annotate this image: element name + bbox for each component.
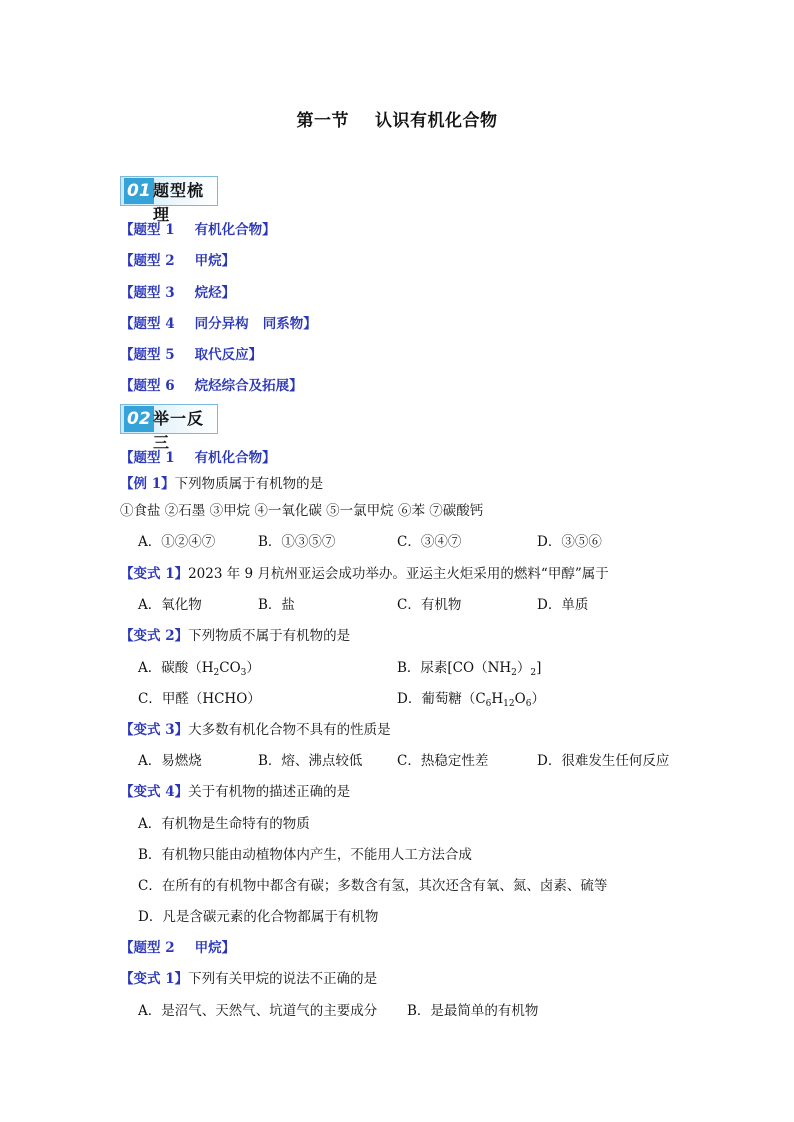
variant-2-option-c: C．甲醛（HCHO）	[138, 691, 261, 707]
section-badge-label: 举一反三	[153, 409, 205, 452]
variant-3-question: 【变式 3】大多数有机化合物不具有的性质是	[120, 722, 391, 738]
example-1-items: ①食盐 ②石墨 ③甲烷 ④一氧化碳 ⑤一氯甲烷 ⑥苯 ⑦碳酸钙	[120, 503, 484, 519]
option-c: C．有机物	[397, 597, 462, 613]
page-title	[0, 106, 794, 131]
type-2-variant-1-option-a: A．是沼气、天然气、坑道气的主要成分	[138, 1003, 378, 1019]
option-d: D．单质	[537, 597, 589, 613]
type-list-item-3: 【题型 3 烷烃】	[120, 285, 236, 301]
example-1-question: 【例 1】下列物质属于有机物的是	[120, 476, 324, 492]
variant-1-question: 【变式 1】2023 年 9 月杭州亚运会成功举办。亚运主火炬采用的燃料“甲醇”属于	[120, 566, 609, 582]
option-b: B．①③⑤⑦	[258, 534, 336, 550]
variant-4-option-c: C．在所有的有机物中都含有碳；多数含有氢，其次还含有氧、氮、卤素、硫等	[138, 878, 608, 894]
option-d: D．③⑤⑥	[537, 534, 602, 550]
section-heading-type-1: 【题型 1 有机化合物】	[120, 450, 276, 466]
variant-4-option-b: B．有机物只能由动植物体内产生，不能用人工方法合成	[138, 847, 472, 863]
variant-4-option-a: A．有机物是生命特有的物质	[138, 816, 310, 832]
option-c: C．③④⑦	[397, 534, 462, 550]
type-list-item-6: 【题型 6 烷烃综合及拓展】	[120, 378, 303, 394]
section-badge-number: 02	[124, 406, 154, 432]
option-b: B．熔、沸点较低	[258, 753, 363, 769]
title-text: 认识有机化合物	[375, 111, 498, 131]
option-b: B．盐	[258, 597, 295, 613]
variant-2-option-b: B．尿素$[CO(NH_2)_2]$	[397, 660, 542, 678]
type-list-item-4: 【题型 4 同分异构 同系物】	[120, 316, 317, 332]
type-list-item-2: 【题型 2 甲烷】	[120, 253, 236, 269]
section-badge-practice	[120, 404, 218, 452]
type-2-variant-1-option-b: B．是最简单的有机物	[407, 1003, 539, 1019]
option-a: A．氧化物	[138, 597, 202, 613]
variant-4-question: 【变式 4】关于有机物的描述正确的是	[120, 784, 351, 800]
option-a: A．易燃烧	[138, 753, 202, 769]
type-list-item-5: 【题型 5 取代反应】	[120, 347, 263, 363]
type-2-variant-1-question: 【变式 1】下列有关甲烷的说法不正确的是	[120, 971, 378, 987]
option-a: A．①②④⑦	[138, 534, 216, 550]
option-c: C．热稳定性差	[397, 753, 489, 769]
variant-2-option-a: A．碳酸$(H_2CO_3)$	[138, 660, 260, 678]
title-section-number: 第一节	[296, 111, 349, 131]
variant-2-question: 【变式 2】下列物质不属于有机物的是	[120, 628, 351, 644]
option-d: D．很难发生任何反应	[537, 753, 670, 769]
section-heading-type-2: 【题型 2 甲烷】	[120, 940, 236, 956]
type-list-item-1: 【题型 1 有机化合物】	[120, 222, 276, 238]
section-badge-question-types	[120, 176, 218, 224]
variant-2-option-d: D．葡萄糖$(C_6H_{12}O_6)$	[397, 691, 545, 709]
section-badge-label: 题型梳理	[153, 181, 205, 224]
section-badge-number: 01	[124, 178, 154, 204]
variant-4-option-d: D．凡是含碳元素的化合物都属于有机物	[138, 909, 379, 925]
